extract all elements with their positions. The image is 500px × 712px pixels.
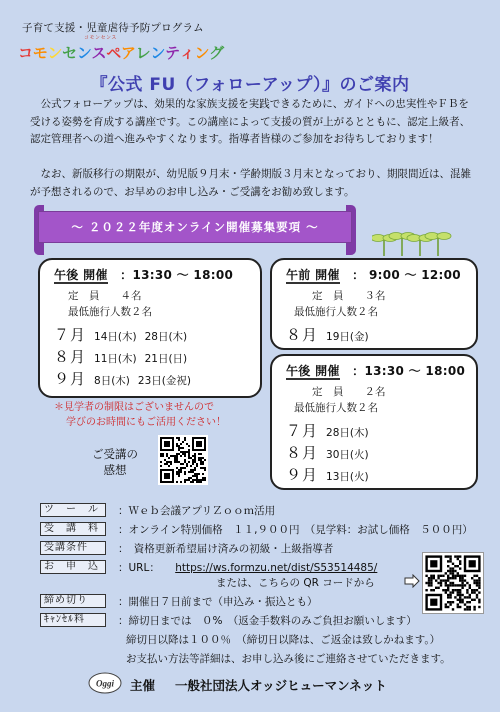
- schedule-row: [286, 442, 377, 463]
- schedule-date: 8日(木): [94, 375, 130, 387]
- session-label: 午後 開催: [54, 268, 108, 282]
- apply-url-link[interactable]: https://ws.formzu.net/dist/S53514485/: [175, 562, 378, 574]
- schedule-date: 11日(木): [94, 353, 137, 365]
- apply-qr-text: または、こちらの QR コードから: [216, 577, 375, 589]
- info-value: ：オンライン特別価格 １１,９００円 （見学料：お試し価格 ５００円）: [118, 524, 473, 536]
- session-minimum: 最低施行人数２名: [68, 306, 152, 318]
- info-row-condition: [40, 541, 334, 555]
- session-label: 午後 開催: [286, 364, 340, 378]
- session-capacity: 定 員 ４名: [68, 290, 142, 302]
- brand-title: [18, 42, 224, 63]
- info-value: ：開催日７日前まで（申込み・振込とも）: [118, 596, 318, 608]
- schedule-month: ７月: [54, 326, 87, 344]
- info-row-fee: [40, 522, 473, 536]
- info-row-deadline: [40, 594, 318, 608]
- info-row-cancel: [40, 613, 417, 627]
- schedule-row: [286, 464, 377, 485]
- info-value: ：Ｗｅｂ会議アプリＺｏｏｍ活用: [118, 505, 276, 517]
- session-time: ：13:30 〜 18:00: [120, 268, 234, 282]
- brand-char: ア: [120, 44, 136, 62]
- brand-char: テ: [165, 44, 180, 62]
- brand-char: モ: [32, 44, 48, 62]
- brand-char: レ: [135, 44, 151, 62]
- schedule-month: ８月: [54, 348, 87, 366]
- schedule-date: 19日(金): [326, 331, 369, 343]
- info-value: ：締切日までは ０% （返金手数料のみご負担お願いします）: [118, 615, 417, 627]
- info-label: 受講条件: [40, 541, 106, 555]
- brand-char: セ: [62, 44, 77, 62]
- arrow-right-icon: [404, 574, 420, 588]
- schedule-month: ７月: [286, 422, 319, 440]
- session-heading: [54, 266, 233, 283]
- host-label: 主催: [130, 678, 156, 693]
- schedule-date: 21日(日): [144, 353, 188, 365]
- payment-detail: お支払い方法等詳細は、お申し込み後にご連絡させていただきます。: [126, 653, 451, 665]
- schedule-month: ９月: [286, 466, 319, 484]
- brand-char: ン: [150, 44, 166, 62]
- schedule-date: 13日(火): [326, 471, 369, 483]
- session-time: ：13:30 〜 18:00: [352, 364, 466, 378]
- ribbon-text: ～ ２０２２年度オンライン開催募集要項 ～: [71, 220, 319, 234]
- footer-host: [130, 676, 387, 694]
- visitor-note-line-1: ＊見学者の制限はございませんので: [54, 402, 214, 413]
- schedule-row: [54, 324, 195, 345]
- brand-char: ン: [194, 44, 210, 62]
- schedule-date: 14日(木): [94, 331, 137, 343]
- brand-ruby: コモンセンス: [84, 35, 117, 41]
- sprout-icon: [372, 222, 452, 258]
- program-subtitle: 子育て支援・児童虐待予防プログラム: [22, 22, 204, 34]
- session-capacity: 定 員 ３名: [312, 290, 386, 302]
- info-value: [118, 560, 377, 575]
- schedule-box-afternoon-1: [38, 258, 262, 398]
- schedule-date: 28日(木): [144, 331, 188, 343]
- info-label: 締め切り: [40, 594, 106, 608]
- brand-char: ス: [91, 44, 107, 62]
- brand-char: ペ: [106, 44, 121, 62]
- session-heading: [286, 266, 461, 283]
- ribbon-banner: [34, 205, 356, 255]
- brand-char: コ: [18, 44, 33, 62]
- schedule-row: [54, 368, 199, 389]
- brand-char: ィ: [179, 44, 195, 62]
- session-capacity: 定 員 ２名: [312, 386, 386, 398]
- feedback-label-line-1: ご受講の: [92, 447, 138, 461]
- info-label: お 申 込: [40, 560, 106, 574]
- session-heading: [286, 362, 465, 379]
- schedule-date: 28日(木): [326, 427, 369, 439]
- info-label: ツ ー ル: [40, 503, 106, 517]
- intro-paragraph-1: 公式フォローアップは、効果的な家族支援を実践できるために、ガイドへの忠実性やＦＢを受ける姿勢を育成する講座です。この講座によって支援の質が上がるとともに、認定上級者、認定管理者への道へ進みやすくなります。指導者皆様のご参加をお待ちしております！: [30, 98, 471, 145]
- schedule-row: [286, 324, 377, 345]
- apply-qr-code[interactable]: [422, 552, 484, 614]
- info-value: ： 資格更新希望届け済みの初級・上級指導者: [118, 543, 334, 555]
- apply-prefix: ：URL：: [118, 562, 160, 574]
- page-title: 『公式 FU（フォローアップ）』のご案内: [90, 75, 410, 95]
- schedule-month: ９月: [54, 370, 87, 388]
- info-label: 受 講 料: [40, 522, 106, 536]
- schedule-date: 30日(火): [326, 449, 369, 461]
- feedback-label-line-2: 感想: [103, 463, 127, 477]
- visitor-note: [54, 400, 264, 430]
- host-organization: 一般社団法人オッジヒューマンネット: [175, 678, 387, 693]
- session-label: 午前 開催: [286, 268, 340, 282]
- feedback-qr-code[interactable]: [158, 435, 208, 485]
- schedule-month: ８月: [286, 444, 319, 462]
- schedule-row: [54, 346, 195, 367]
- brand-char: ン: [76, 44, 92, 62]
- cancel-detail: 締切日以降は１００％ （締切日以降は、ご返金は致しかねます。）: [126, 634, 441, 646]
- session-minimum: 最低施行人数２名: [294, 306, 378, 318]
- session-minimum: 最低施行人数２名: [294, 402, 378, 414]
- schedule-box-morning: [270, 258, 478, 350]
- logo-text: Oggi: [96, 678, 114, 689]
- visitor-note-line-2: 学びのお時間にもご活用ください！: [66, 417, 226, 428]
- brand-char: グ: [209, 44, 224, 62]
- oggi-logo: [88, 672, 122, 694]
- info-row-apply: [40, 560, 378, 574]
- intro-paragraph-2: なお、新版移行の期限が、幼児版９月末・学齢期版３月末となっており、期限間近は、混雑が予想されるので、お早めのお申し込み・ご受講をお勧め致します。: [30, 168, 471, 198]
- schedule-month: ８月: [286, 326, 319, 344]
- info-label: ｷｬﾝｾﾙ料: [40, 613, 106, 627]
- feedback-label: [92, 446, 138, 478]
- session-time: ： 9:00 〜 12:00: [352, 268, 461, 282]
- schedule-box-afternoon-2: [270, 354, 478, 490]
- schedule-date: 23日(金祝): [137, 375, 191, 387]
- brand-char: ン: [47, 44, 63, 62]
- info-row-tool: [40, 503, 276, 517]
- schedule-row: [286, 420, 377, 441]
